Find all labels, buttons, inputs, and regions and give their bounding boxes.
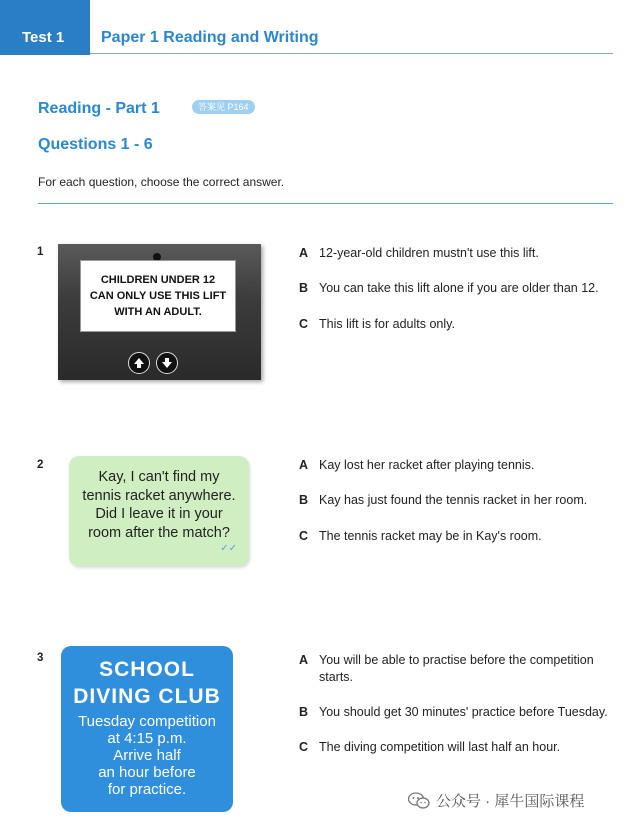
- option-letter: B: [299, 281, 309, 295]
- option-text: The tennis racket may be in Kay's room.: [319, 529, 542, 543]
- message-line: Kay, I can't find my: [98, 469, 220, 485]
- option-letter: C: [299, 317, 309, 331]
- arrow-up-icon: [128, 352, 150, 374]
- wechat-icon: [408, 792, 430, 810]
- notice-title-line: SCHOOL: [99, 658, 195, 681]
- message-line: tennis racket anywhere.: [82, 487, 236, 504]
- test-label: Test 1: [22, 29, 65, 46]
- notice-title-line: DIVING CLUB: [73, 685, 221, 708]
- option-letter: C: [299, 740, 309, 754]
- question-number: 2: [37, 459, 44, 471]
- arrow-down-icon: [156, 352, 178, 374]
- watermark: [408, 790, 584, 811]
- option-text: This lift is for adults only.: [319, 317, 455, 331]
- notice-line: Arrive half: [113, 747, 181, 764]
- option-letter: A: [299, 458, 309, 472]
- instruction-text: For each question, choose the correct answer.: [38, 175, 285, 189]
- notice-line: Tuesday competition: [78, 713, 216, 730]
- question-number: 1: [37, 246, 44, 258]
- watermark-text: 公众号 · 犀牛国际课程: [436, 793, 585, 810]
- message-line: Did I leave it in your: [95, 506, 223, 522]
- sign-line: WITH AN ADULT.: [114, 306, 202, 318]
- lift-sign-image: [58, 244, 261, 380]
- notice-line: at 4:15 p.m.: [107, 730, 187, 747]
- section-title: Reading - Part 1: [38, 100, 160, 117]
- option-text: Kay lost her racket after playing tennis.: [319, 458, 535, 472]
- section-divider: [38, 203, 613, 204]
- question-number: 3: [37, 652, 44, 664]
- notice-line: for practice.: [107, 781, 187, 798]
- paper-title: Paper 1 Reading and Writing: [101, 29, 319, 46]
- header-divider: [90, 53, 613, 54]
- option-text: You should get 30 minutes' practice before Tuesday.: [319, 705, 608, 719]
- lift-sign-card: [80, 260, 236, 332]
- option-text: You can take this lift alone if you are older than 12.: [319, 281, 599, 295]
- notice-line: an hour before: [98, 764, 196, 781]
- text-message-bubble: [69, 456, 249, 566]
- option-letter: A: [299, 246, 309, 260]
- message-line: room after the match?: [88, 524, 230, 541]
- option-text: You will be able to practise before the competition starts.: [319, 653, 594, 684]
- option-letter: B: [299, 705, 309, 719]
- diving-club-notice: [61, 646, 233, 812]
- option-letter: A: [299, 653, 309, 667]
- option-text: 12-year-old children mustn't use this lift.: [319, 246, 539, 260]
- option-letter: C: [299, 529, 309, 543]
- option-text: The diving competition will last half an hour.: [319, 740, 561, 754]
- read-receipt-icon: ✓✓: [220, 542, 237, 554]
- sign-line: CHILDREN UNDER 12: [100, 274, 216, 286]
- test-tab: [0, 0, 90, 55]
- option-text: Kay has just found the tennis racket in her room.: [319, 493, 588, 507]
- sign-line: CAN ONLY USE THIS LIFT: [89, 290, 227, 302]
- option-letter: B: [299, 493, 309, 507]
- questions-title: Questions 1 - 6: [38, 136, 153, 153]
- answer-badge: 答案见 P164: [192, 100, 255, 114]
